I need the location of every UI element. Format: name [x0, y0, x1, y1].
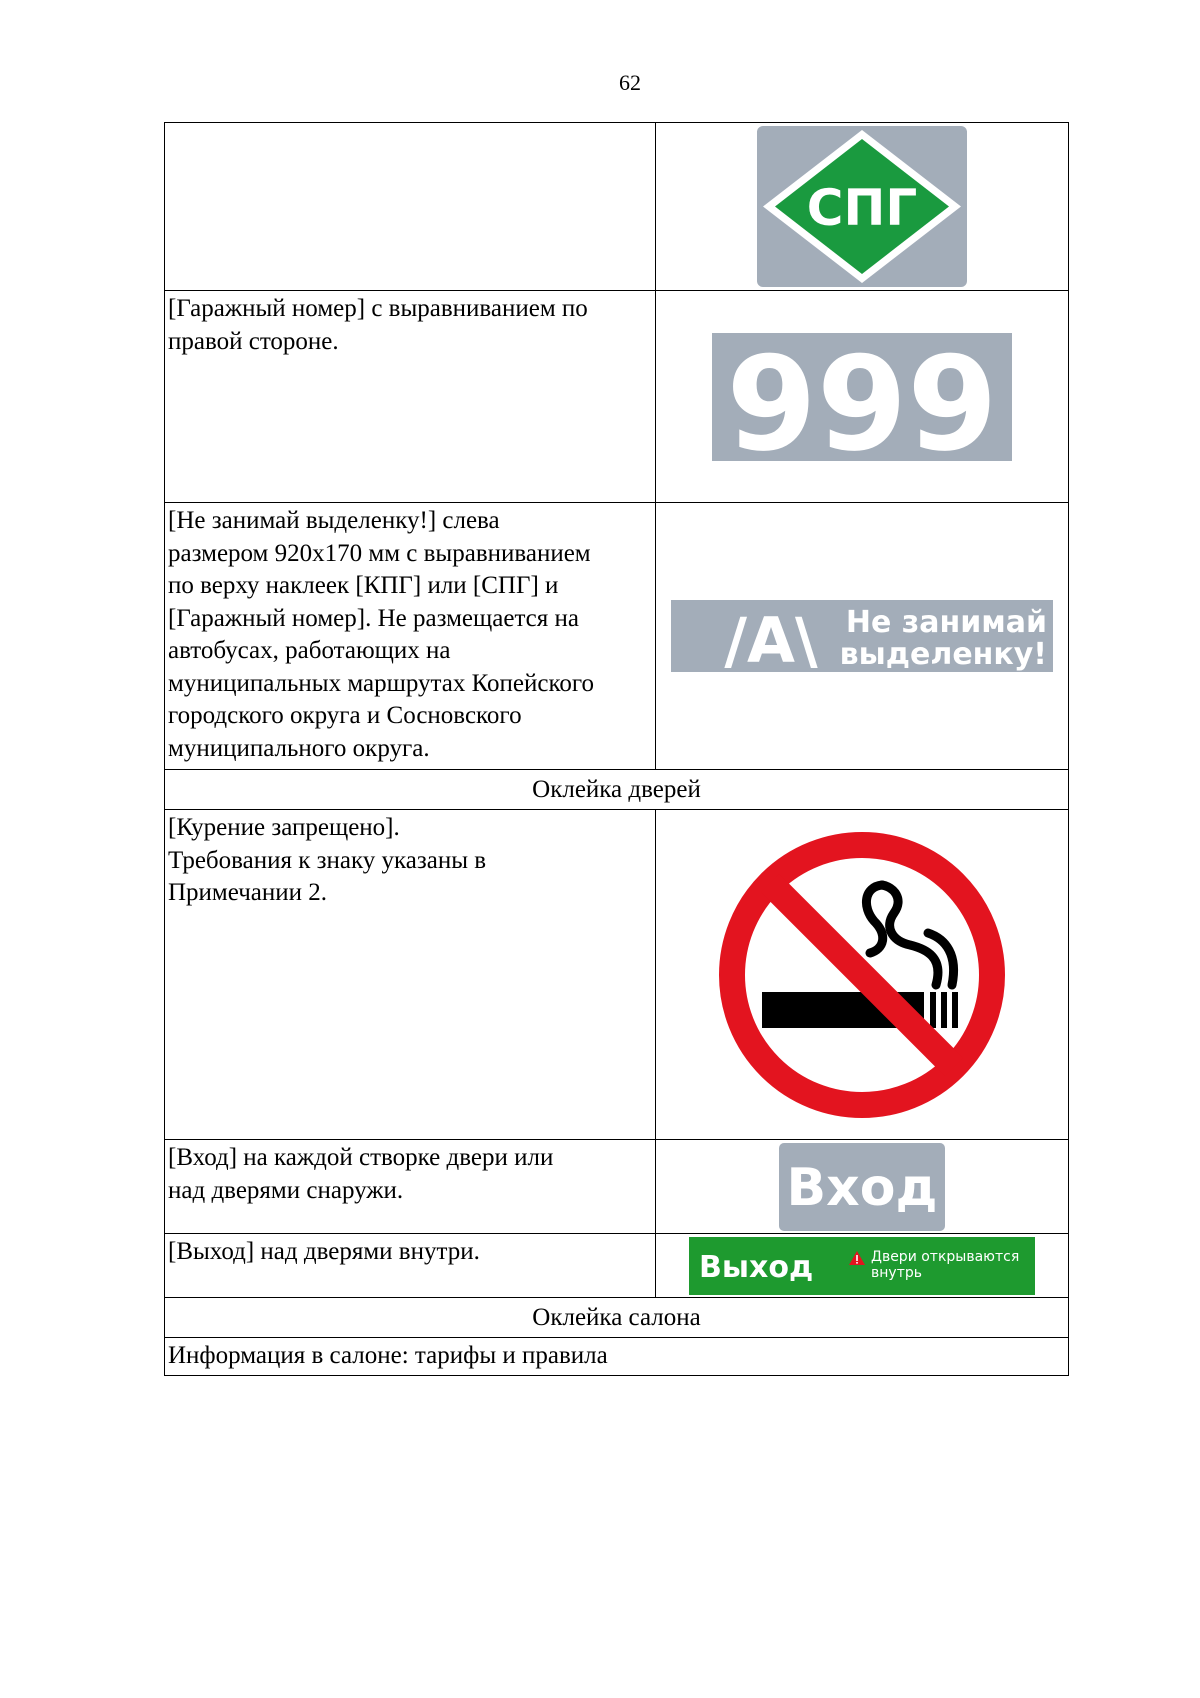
sign-cell [656, 291, 1069, 503]
sign-cell [656, 810, 1069, 1140]
no-smoking-icon [714, 827, 1010, 1123]
table-row [165, 123, 1069, 291]
sign-cell [656, 1234, 1069, 1298]
spg-sign-image [757, 126, 967, 287]
table-row [165, 1140, 1069, 1234]
stickers-table [164, 122, 1069, 1376]
garage-number-text: 999 [726, 332, 998, 461]
exit-sign-text: Выход [699, 1249, 814, 1285]
garage-number-sign-image [712, 333, 1012, 461]
table-row [165, 503, 1069, 770]
section-title-doors: Оклейка дверей [165, 770, 1069, 810]
exit-sign-image [689, 1237, 1035, 1295]
table-row [165, 1338, 1069, 1376]
sign-cell [656, 503, 1069, 770]
bus-lane-line1: Не занимай [845, 605, 1047, 640]
row-description: [Вход] на каждой створке двери или над дверями снаружи. [165, 1140, 656, 1234]
row-description: Информация в салоне: тарифы и правила [165, 1338, 1069, 1376]
table-row [165, 1234, 1069, 1298]
exit-note-line2: внутрь [871, 1264, 922, 1281]
section-title-salon: Оклейка салона [165, 1298, 1069, 1338]
entrance-sign-image [779, 1143, 945, 1231]
row-description: [Курение запрещено]. Требования к знаку указаны в Примечании 2. [165, 810, 656, 1140]
row-description: [Не занимай выделенку!] слева размером 920х170 мм с выравниванием по верху наклеек [КПГ] или [СПГ] и [Гаражный номер]. Не размещается на автобусах, работающих на муниципальных маршрутах Копейского городского округа и Сосновского муниципального округа. [165, 503, 656, 770]
row-description [165, 123, 656, 291]
page-number: 62 [619, 70, 641, 95]
sign-cell [656, 123, 1069, 291]
row-description: [Выход] над дверями внутри. [165, 1234, 656, 1298]
exit-note-line1: Двери открываются [871, 1248, 1020, 1265]
section-row [165, 1298, 1069, 1338]
sign-cell [656, 1140, 1069, 1234]
entrance-sign-text: Вход [786, 1157, 938, 1218]
section-row [165, 770, 1069, 810]
bus-lane-line2: выделенку! [839, 637, 1047, 672]
table-row [165, 810, 1069, 1140]
bus-lane-sign-image [671, 600, 1053, 672]
table-row [165, 291, 1069, 503]
bus-lane-symbol: /A\ [724, 604, 818, 672]
row-description: [Гаражный номер] с выравниванием по правой стороне. [165, 291, 656, 503]
spg-sign-text: СПГ [806, 179, 918, 237]
